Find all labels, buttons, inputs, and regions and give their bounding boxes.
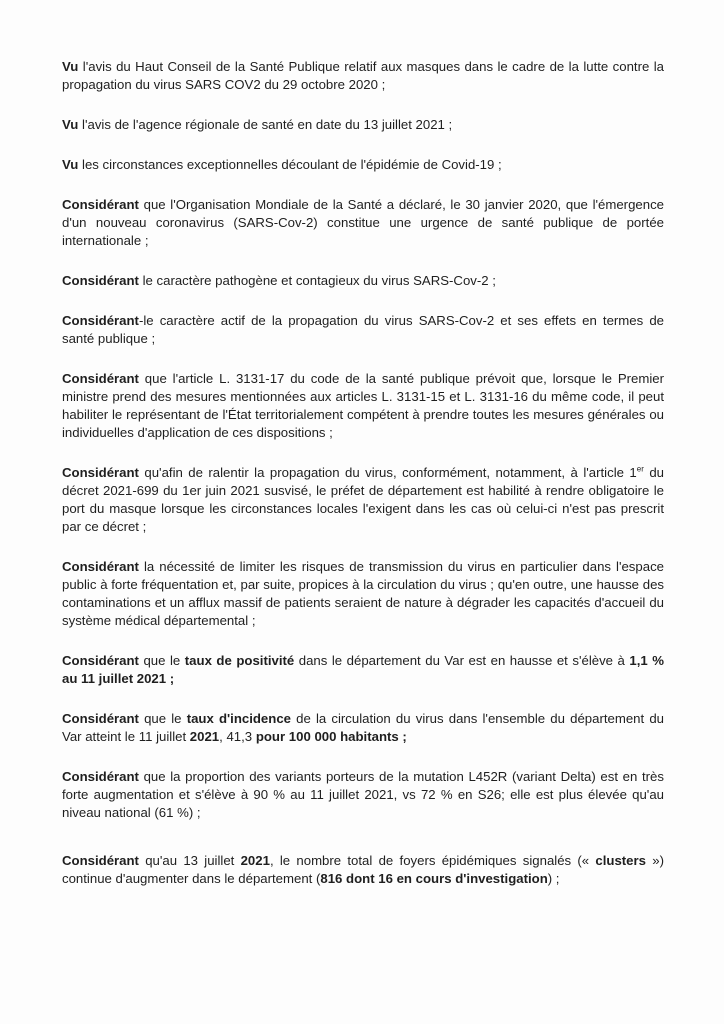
paragraph-text: qu'afin de ralentir la propagation du virus, conformément, notamment, à l'article 1 (138, 465, 637, 480)
paragraph-lead: Considérant (62, 559, 139, 574)
paragraph-text: l'avis du Haut Conseil de la Santé Publique relatif aux masques dans le cadre de la lutte contre la propagation du virus SARS COV2 du 29 octobre 2020 ; (62, 59, 664, 92)
paragraph-lead: Vu (62, 157, 79, 172)
paragraph-text: , le nombre total de foyers épidémiques signalés (« (269, 853, 596, 868)
paragraph-text: que l'Organisation Mondiale de la Santé a déclaré, le 30 janvier 2020, que l'émergence d'un nouveau coronavirus (SARS-Cov-2) constitue une urgence de santé publique de portée internationale ; (62, 197, 664, 248)
paragraph-text: la nécessité de limiter les risques de transmission du virus en particulier dans l'espace public à forte fréquentation et, par suite, propices à la circulation du virus ; qu'en outre, une hausse des contaminations et un afflux massif de patients seraient de nature à dégrader les capacités d'accueil du système médical départemental ; (62, 559, 664, 628)
paragraph-text: -le caractère actif de la propagation du virus SARS-Cov-2 et ses effets en termes de santé publique ; (62, 313, 664, 346)
paragraph-lead: Considérant (62, 371, 139, 386)
considerant-paragraph (62, 312, 664, 348)
visa-paragraph (62, 116, 664, 134)
paragraph-text: les circonstances exceptionnelles découlant de l'épidémie de Covid-19 ; (78, 157, 502, 172)
paragraph-text: le caractère pathogène et contagieux du virus SARS-Cov-2 ; (138, 273, 496, 288)
paragraph-text: , 41,3 (219, 729, 256, 744)
paragraph-text: que le (138, 711, 187, 726)
paragraph-lead: Considérant (62, 711, 139, 726)
emphasis-text: taux d'incidence (186, 711, 291, 726)
superscript: er (636, 464, 644, 474)
considerant-paragraph (62, 196, 664, 250)
paragraph-lead: Considérant (62, 769, 139, 784)
emphasis-text: 2021 (240, 853, 270, 868)
emphasis-text: taux de positivité (184, 653, 295, 668)
paragraph-text: du décret 2021-699 du 1er juin 2021 susvisé, le préfet de département est habilité à rendre obligatoire le port du masque lorsque les circonstances locales l'exigent dans les cas où celui-ci n'est pas prescrit par ce décret ; (62, 465, 664, 534)
paragraph-text: l'avis de l'agence régionale de santé en date du 13 juillet 2021 ; (78, 117, 453, 132)
visa-paragraph (62, 156, 664, 174)
emphasis-text: clusters (595, 853, 646, 868)
considerant-paragraph (62, 272, 664, 290)
paragraph-text: que le (138, 653, 185, 668)
paragraph-text: qu'au 13 juillet (138, 853, 241, 868)
emphasis-text: 2021 (189, 729, 220, 744)
paragraph-lead: Considérant (62, 273, 139, 288)
paragraph-lead: Considérant (62, 313, 139, 328)
paragraph-lead: Considérant (62, 197, 139, 212)
paragraph-lead: Considérant (62, 465, 139, 480)
considerant-paragraph (62, 710, 664, 746)
considerant-paragraph (62, 370, 664, 442)
considerant-paragraph (62, 768, 664, 822)
considerant-paragraph (62, 852, 664, 888)
considerant-paragraph (62, 464, 664, 536)
paragraph-text: ») continue d'augmenter dans le département ( (62, 853, 664, 886)
paragraph-lead: Vu (62, 117, 79, 132)
paragraph-text: dans le département du Var est en hausse et s'élève à (294, 653, 630, 668)
paragraph-text: de la circulation du virus dans l'ensemble du département du Var atteint le 11 juillet (62, 711, 664, 744)
considerant-paragraph (62, 558, 664, 630)
paragraph-text: ) ; (547, 871, 560, 886)
paragraph-lead: Considérant (62, 653, 139, 668)
emphasis-text: 1,1 % au 11 juillet 2021 ; (62, 653, 664, 686)
emphasis-text: 816 dont 16 en cours d'investigation (320, 871, 548, 886)
document-body (62, 58, 664, 908)
considerant-paragraph (62, 652, 664, 688)
paragraph-text: que la proportion des variants porteurs de la mutation L452R (variant Delta) est en très forte augmentation et s'élève à 90 % au 11 juillet 2021, vs 72 % en S26; elle est plus élevée qu'au niveau national (61 %) ; (62, 769, 664, 820)
paragraph-lead: Vu (62, 59, 79, 74)
visa-paragraph (62, 58, 664, 94)
paragraph-text: que l'article L. 3131-17 du code de la santé publique prévoit que, lorsque le Premier ministre prend des mesures mentionnées aux articles L. 3131-15 et L. 3131-16 du même code, il peut habiliter le représentant de l'État territorialement compétent à prendre toutes les mesures générales ou individuelles d'application de ces dispositions ; (62, 371, 664, 440)
paragraph-lead: Considérant (62, 853, 139, 868)
emphasis-text: pour 100 000 habitants ; (255, 729, 407, 744)
